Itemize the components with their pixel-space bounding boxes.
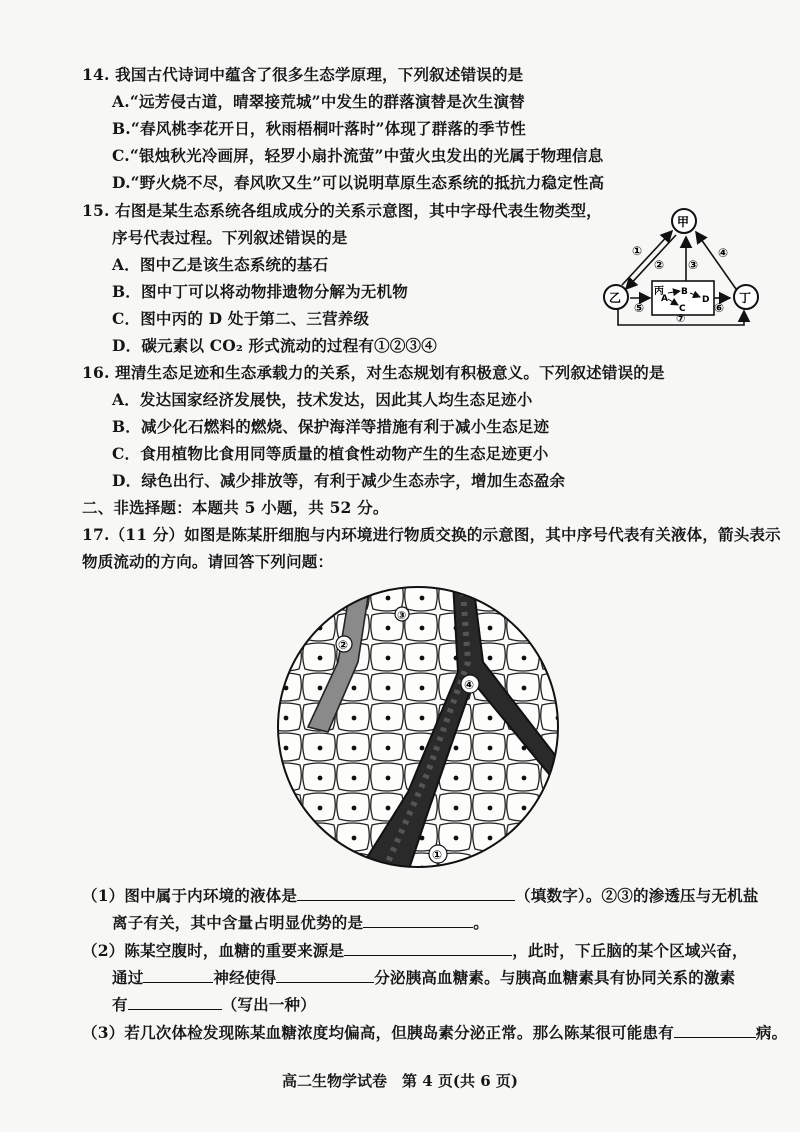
label-n2: ② [654, 258, 665, 272]
ecosystem-diagram [596, 205, 776, 333]
q17-sub2-line1 [82, 939, 748, 962]
q17-sub2-text-c: 通过 [112, 968, 144, 987]
q17-stem-line1: 17.（11 分）如图是陈某肝细胞与内环境进行物质交换的示意图，其中序号代表有关液体，箭头表示 [82, 525, 781, 544]
q17-sub2-text-d: 神经使得 [213, 968, 277, 987]
q17-sub2-text-f: 有 [112, 995, 128, 1014]
figure-label-1: ① [432, 848, 443, 862]
label-n3: ③ [688, 258, 699, 272]
q15-option-c: C．图中丙的 D 处于第二、三营养级 [112, 309, 370, 328]
label-n1: ① [632, 244, 643, 258]
q15-stem-line2: 序号代表过程。下列叙述错误的是 [112, 228, 348, 247]
figure-label-4: ④ [464, 678, 475, 692]
answer-blank-2[interactable] [363, 911, 473, 928]
q14-option-d: D.“野火烧不尽，春风吹又生”可以说明草原生态系统的抵抗力稳定性高 [112, 173, 605, 192]
q17-sub2-text-g: （写出一种） [221, 995, 316, 1014]
section-heading: 二、非选择题：本题共 5 小题，共 52 分。 [82, 498, 389, 517]
label-d: D [702, 295, 710, 305]
label-jia: 甲 [677, 215, 690, 229]
arrow-1 [622, 231, 672, 285]
q14-option-a: A.“远芳侵古道，晴翠接荒城”中发生的群落演替是次生演替 [112, 92, 525, 111]
label-n5: ⑤ [634, 301, 645, 315]
q17-sub2-line3 [112, 993, 316, 1016]
liver-cell-figure [268, 582, 568, 872]
q15-option-d: D．碳元素以 CO₂ 形式流动的过程有①②③④ [112, 336, 437, 355]
answer-blank-7[interactable] [674, 1021, 756, 1038]
label-a: A [661, 294, 668, 304]
q14-stem: 14. 我国古代诗词中蕴含了很多生态学原理，下列叙述错误的是 [82, 65, 524, 84]
q17-sub1-text-c: 离子有关，其中含量占明显优势的是 [112, 913, 364, 932]
q14-option-c: C.“银烛秋光冷画屏，轻罗小扇扑流萤”中萤火虫发出的光属于物理信息 [112, 146, 604, 165]
label-b: B [681, 287, 688, 297]
label-n6: ⑥ [714, 301, 725, 315]
q16-option-c: C．食用植物比食用同等质量的植食性动物产生的生态足迹更小 [112, 444, 549, 463]
answer-blank-1[interactable] [297, 884, 515, 901]
label-n4: ④ [718, 246, 729, 260]
q17-sub1-line1 [82, 884, 759, 907]
q17-sub2-text-a: （2）陈某空腹时，血糖的重要来源是 [82, 941, 345, 960]
q17-sub3-text-a: （3）若几次体检发现陈某血糖浓度均偏高，但胰岛素分泌正常。那么陈某很可能患有 [82, 1023, 674, 1042]
q15-option-a: A．图中乙是该生态系统的基石 [112, 255, 329, 274]
label-c: C [679, 304, 686, 314]
q17-sub2-line2 [112, 966, 735, 989]
answer-blank-5[interactable] [276, 966, 374, 983]
q14-option-b: B.“春风桃李花开日，秋雨梧桐叶落时”体现了群落的季节性 [112, 119, 526, 138]
figure-label-3: ③ [397, 609, 407, 622]
q17-sub2-text-b: ，此时，下丘脑的某个区域兴奋， [512, 941, 748, 960]
page-footer: 高二生物学试卷 第 4 页(共 6 页) [282, 1072, 518, 1090]
q15-stem-line1: 15. 右图是某生态系统各组成成分的关系示意图，其中字母代表生物类型， [82, 201, 602, 220]
q17-sub1-text-a: （1）图中属于内环境的液体是 [82, 886, 298, 905]
label-bing: 丙 [654, 286, 664, 297]
q17-sub3-line1 [82, 1021, 787, 1044]
q17-sub2-text-e: 分泌胰高血糖素。与胰高血糖素具有协同关系的激素 [374, 968, 736, 987]
q16-option-d: D．绿色出行、减少排放等，有利于减少生态赤字，增加生态盈余 [112, 471, 566, 490]
answer-blank-4[interactable] [143, 966, 213, 983]
label-yi: 乙 [609, 291, 622, 305]
label-ding: 丁 [739, 291, 752, 305]
answer-blank-6[interactable] [128, 993, 222, 1010]
q16-option-a: A．发达国家经济发展快，技术发达，因此其人均生态足迹小 [112, 390, 533, 409]
answer-blank-3[interactable] [344, 939, 512, 956]
q17-sub1-text-d: 。 [473, 913, 489, 932]
q16-stem: 16. 理清生态足迹和生态承载力的关系，对生态规划有积极意义。下列叙述错误的是 [82, 363, 665, 382]
q17-sub1-text-b: （填数字）。②③的渗透压与无机盐 [515, 886, 759, 905]
q15-option-b: B．图中丁可以将动物排遗物分解为无机物 [112, 282, 408, 301]
q17-sub3-text-b: 病。 [755, 1023, 788, 1042]
label-n7: ⑦ [676, 312, 686, 325]
q16-option-b: B．减少化石燃料的燃烧、保护海洋等措施有利于减小生态足迹 [112, 417, 550, 436]
q17-sub1-line2 [112, 911, 489, 934]
q17-stem-line2: 物质流动的方向。请回答下列问题： [82, 552, 334, 571]
figure-label-2: ② [338, 638, 349, 652]
